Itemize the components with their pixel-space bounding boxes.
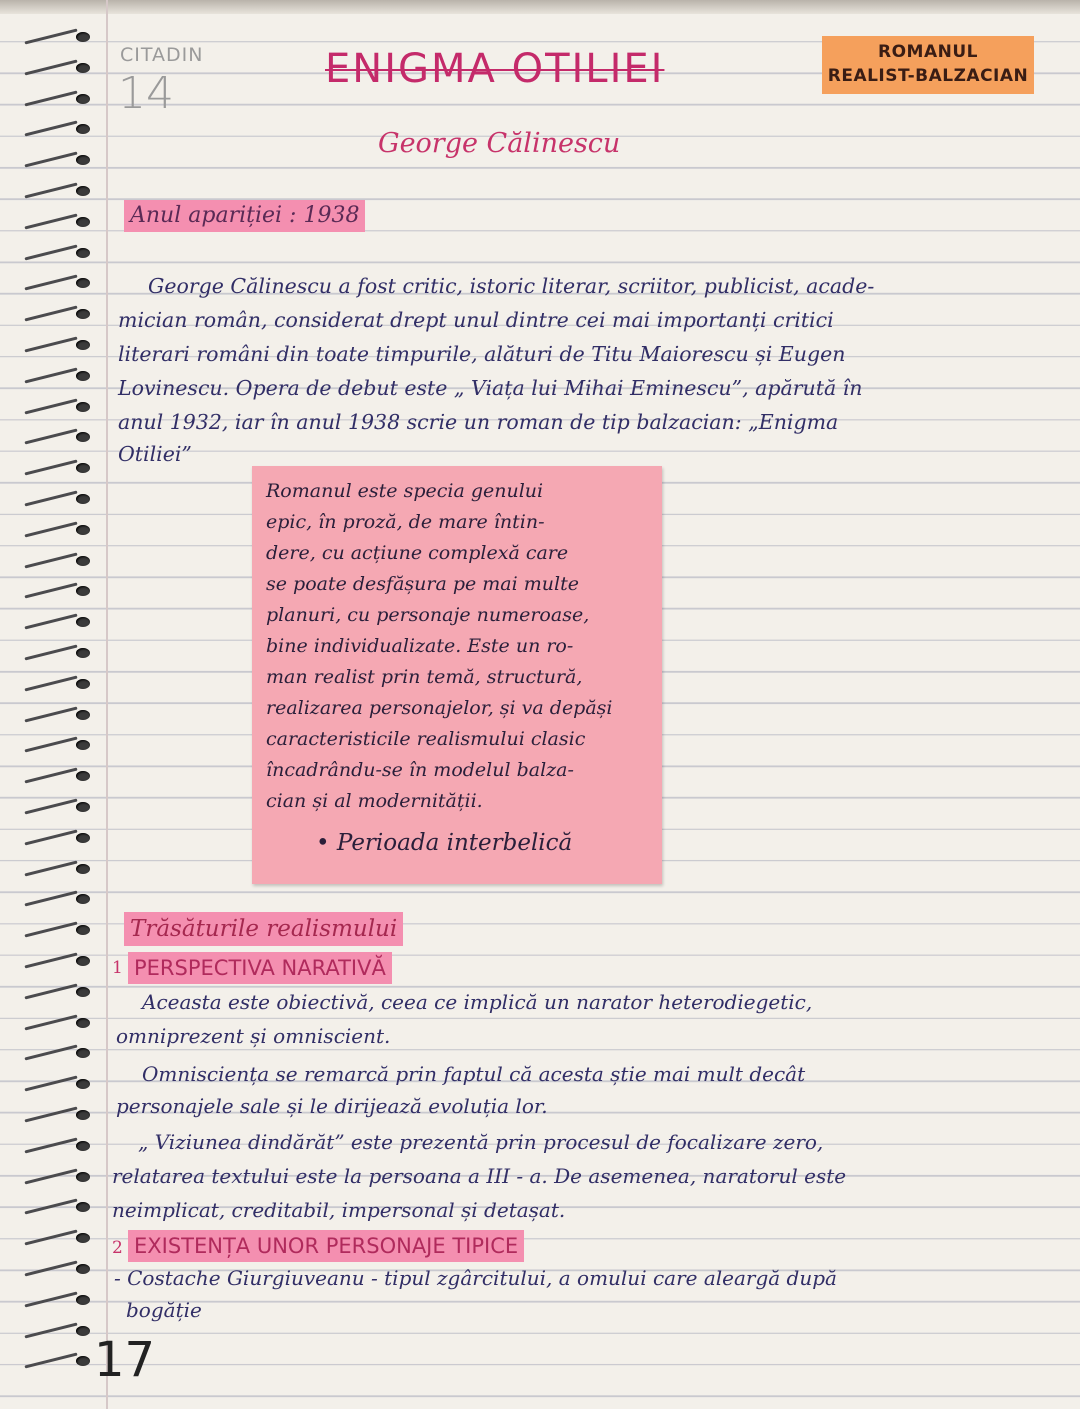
spiral-wire bbox=[24, 1322, 77, 1338]
spiral-ring bbox=[24, 738, 84, 751]
spiral-ring bbox=[24, 523, 84, 536]
sticky-line: man realist prin temă, structură, bbox=[266, 666, 583, 688]
spiral-ring bbox=[24, 646, 84, 659]
spiral-wire bbox=[24, 429, 77, 445]
spiral-ring bbox=[24, 153, 84, 166]
spiral-wire bbox=[24, 183, 77, 199]
sticky-line: cian și al modernității. bbox=[266, 790, 483, 812]
spiral-hole bbox=[76, 309, 90, 319]
spiral-wire bbox=[24, 953, 77, 969]
spiral-hole bbox=[76, 802, 90, 812]
spiral-hole bbox=[76, 679, 90, 689]
sticky-line: încadrându-se în modelul balza- bbox=[266, 759, 574, 781]
spiral-ring bbox=[24, 1354, 84, 1367]
spiral-ring bbox=[24, 923, 84, 936]
spiral-wire bbox=[24, 737, 77, 753]
spiral-hole bbox=[76, 556, 90, 566]
spiral-wire bbox=[24, 706, 77, 722]
spiral-hole bbox=[76, 494, 90, 504]
spiral-ring bbox=[24, 800, 84, 813]
spiral-ring bbox=[24, 954, 84, 967]
item2-line: bogăție bbox=[126, 1298, 202, 1322]
spiral-hole bbox=[76, 32, 90, 42]
spiral-hole bbox=[76, 894, 90, 904]
spiral-ring bbox=[24, 1231, 84, 1244]
spiral-hole bbox=[76, 925, 90, 935]
spiral-hole bbox=[76, 1110, 90, 1120]
spiral-wire bbox=[24, 491, 77, 507]
item2-number: 2 bbox=[112, 1238, 123, 1258]
spiral-wire bbox=[24, 1076, 77, 1092]
sticky-note bbox=[252, 466, 662, 884]
sticky-line: epic, în proză, de mare întin- bbox=[266, 511, 545, 533]
spiral-wire bbox=[24, 1045, 77, 1061]
spiral-hole bbox=[76, 987, 90, 997]
spiral-ring bbox=[24, 1262, 84, 1275]
spiral-wire bbox=[24, 152, 77, 168]
spiral-wire bbox=[24, 1261, 77, 1277]
item2-line: - Costache Giurgiuveanu - tipul zgârcitului, a omului care aleargă după bbox=[114, 1266, 837, 1290]
spiral-wire bbox=[24, 1137, 77, 1153]
page-top-edge bbox=[0, 0, 1080, 14]
intro-line: literari români din toate timpurile, alături de Titu Maiorescu și Eugen bbox=[118, 342, 846, 366]
spiral-wire bbox=[24, 829, 77, 845]
spiral-ring bbox=[24, 184, 84, 197]
spiral-wire bbox=[24, 337, 77, 353]
sticky-line: se poate desfășura pe mai multe bbox=[266, 573, 579, 595]
spiral-hole bbox=[76, 586, 90, 596]
spiral-ring bbox=[24, 1293, 84, 1306]
spiral-hole bbox=[76, 124, 90, 134]
spiral-wire bbox=[24, 244, 77, 260]
spiral-ring bbox=[24, 1200, 84, 1213]
spiral-hole bbox=[76, 248, 90, 258]
spiral-ring bbox=[24, 677, 84, 690]
spiral-ring bbox=[24, 369, 84, 382]
sticky-line: planuri, cu personaje numeroase, bbox=[266, 604, 590, 626]
spiral-wire bbox=[24, 367, 77, 383]
margin-line bbox=[106, 0, 108, 1409]
spiral-hole bbox=[76, 1141, 90, 1151]
spiral-wire bbox=[24, 1014, 77, 1030]
spiral-wire bbox=[24, 1199, 77, 1215]
spiral-ring bbox=[24, 276, 84, 289]
spiral-ring bbox=[24, 92, 84, 105]
spiral-hole bbox=[76, 463, 90, 473]
spiral-hole bbox=[76, 617, 90, 627]
spiral-ring bbox=[24, 1324, 84, 1337]
item1-number: 1 bbox=[112, 958, 123, 978]
spiral-ring bbox=[24, 584, 84, 597]
spiral-hole bbox=[76, 432, 90, 442]
spiral-ring bbox=[24, 30, 84, 43]
spiral-hole bbox=[76, 1202, 90, 1212]
spiral-ring bbox=[24, 1108, 84, 1121]
spiral-wire bbox=[24, 59, 77, 75]
page-number: 17 bbox=[94, 1332, 156, 1388]
spiral-hole bbox=[76, 217, 90, 227]
spiral-hole bbox=[76, 278, 90, 288]
spiral-wire bbox=[24, 614, 77, 630]
spiral-hole bbox=[76, 1048, 90, 1058]
sticky-line: caracteristicile realismului clasic bbox=[266, 728, 586, 750]
spiral-wire bbox=[24, 398, 77, 414]
spiral-wire bbox=[24, 645, 77, 661]
spiral-hole bbox=[76, 1356, 90, 1366]
sticky-line: Romanul este specia genului bbox=[266, 480, 544, 502]
spiral-wire bbox=[24, 675, 77, 691]
item1-line: neimplicat, creditabil, impersonal și detașat. bbox=[112, 1198, 566, 1222]
spiral-hole bbox=[76, 864, 90, 874]
spiral-ring bbox=[24, 554, 84, 567]
spiral-wire bbox=[24, 583, 77, 599]
item1-line: Omnisciența se remarcă prin faptul că acesta știe mai mult decât bbox=[142, 1062, 806, 1086]
spiral-wire bbox=[24, 860, 77, 876]
spiral-ring bbox=[24, 338, 84, 351]
spiral-wire bbox=[24, 29, 77, 45]
spiral-ring bbox=[24, 61, 84, 74]
spiral-wire bbox=[24, 552, 77, 568]
spiral-hole bbox=[76, 710, 90, 720]
spiral-hole bbox=[76, 94, 90, 104]
genre-tag bbox=[822, 36, 1034, 94]
spiral-hole bbox=[76, 340, 90, 350]
spiral-binding bbox=[0, 30, 100, 1390]
spiral-ring bbox=[24, 769, 84, 782]
spiral-wire bbox=[24, 1291, 77, 1307]
genre-tag-line1: ROMANUL bbox=[878, 42, 978, 62]
sticky-line: realizarea personajelor, și va depăși bbox=[266, 697, 613, 719]
spiral-wire bbox=[24, 90, 77, 106]
spiral-hole bbox=[76, 648, 90, 658]
spiral-wire bbox=[24, 1353, 77, 1369]
spiral-hole bbox=[76, 1079, 90, 1089]
spiral-hole bbox=[76, 1172, 90, 1182]
intro-line: Otiliei” bbox=[118, 442, 192, 466]
spiral-ring bbox=[24, 615, 84, 628]
spiral-wire bbox=[24, 799, 77, 815]
spiral-ring bbox=[24, 307, 84, 320]
spiral-hole bbox=[76, 402, 90, 412]
spiral-hole bbox=[76, 771, 90, 781]
spiral-hole bbox=[76, 525, 90, 535]
spiral-wire bbox=[24, 1107, 77, 1123]
spiral-hole bbox=[76, 1264, 90, 1274]
spiral-ring bbox=[24, 246, 84, 259]
spiral-ring bbox=[24, 1139, 84, 1152]
section-heading: Trăsăturile realismului bbox=[124, 912, 403, 946]
spiral-hole bbox=[76, 1326, 90, 1336]
intro-line: George Călinescu a fost critic, istoric literar, scriitor, publicist, acade- bbox=[148, 274, 875, 298]
spiral-wire bbox=[24, 121, 77, 137]
spiral-hole bbox=[76, 186, 90, 196]
spiral-ring bbox=[24, 461, 84, 474]
spiral-ring bbox=[24, 708, 84, 721]
spiral-wire bbox=[24, 1230, 77, 1246]
spiral-wire bbox=[24, 891, 77, 907]
spiral-wire bbox=[24, 213, 77, 229]
spiral-ring bbox=[24, 400, 84, 413]
author-name: George Călinescu bbox=[378, 128, 621, 159]
item1-line: Aceasta este obiectivă, ceea ce implică un narator heterodiegetic, bbox=[142, 990, 813, 1014]
spiral-ring bbox=[24, 430, 84, 443]
intro-line: Lovinescu. Opera de debut este „ Viața lui Mihai Eminescu”, apărută în bbox=[118, 376, 863, 400]
spiral-hole bbox=[76, 1295, 90, 1305]
item2-title: EXISTENȚA UNOR PERSONAJE TIPICE bbox=[128, 1230, 524, 1262]
spiral-hole bbox=[76, 1018, 90, 1028]
spiral-wire bbox=[24, 983, 77, 999]
brand-label: CITADIN bbox=[120, 44, 204, 66]
spiral-wire bbox=[24, 275, 77, 291]
spiral-ring bbox=[24, 492, 84, 505]
intro-line: anul 1932, iar în anul 1938 scrie un roman de tip balzacian: „Enigma bbox=[118, 410, 839, 434]
spiral-hole bbox=[76, 740, 90, 750]
spiral-wire bbox=[24, 922, 77, 938]
item1-line: personajele sale și le dirijează evoluția lor. bbox=[116, 1094, 548, 1118]
publication-year: Anul apariției : 1938 bbox=[124, 200, 365, 232]
spiral-hole bbox=[76, 1233, 90, 1243]
spiral-wire bbox=[24, 521, 77, 537]
spiral-ring bbox=[24, 1170, 84, 1183]
spiral-wire bbox=[24, 306, 77, 322]
sticky-line: dere, cu acțiune complexă care bbox=[266, 542, 569, 564]
intro-line: mician român, considerat drept unul dintre cei mai importanți critici bbox=[118, 308, 834, 332]
sticky-line: bine individualizate. Este un ro- bbox=[266, 635, 574, 657]
item1-line: „ Viziunea dindărăt” este prezentă prin procesul de focalizare zero, bbox=[138, 1130, 824, 1154]
spiral-ring bbox=[24, 831, 84, 844]
item1-line: omniprezent și omniscient. bbox=[116, 1024, 391, 1048]
spiral-hole bbox=[76, 371, 90, 381]
brand-number: 14 bbox=[118, 68, 174, 119]
spiral-ring bbox=[24, 1016, 84, 1029]
sticky-bullet: • Perioada interbelică bbox=[316, 830, 573, 856]
spiral-hole bbox=[76, 956, 90, 966]
page-title: ENIGMA OTILIEI bbox=[325, 46, 665, 92]
spiral-ring bbox=[24, 215, 84, 228]
spiral-ring bbox=[24, 122, 84, 135]
spiral-ring bbox=[24, 862, 84, 875]
item1-line: relatarea textului este la persoana a III - a. De asemenea, naratorul este bbox=[112, 1164, 847, 1188]
item1-title: PERSPECTIVA NARATIVĂ bbox=[128, 952, 392, 984]
spiral-ring bbox=[24, 1077, 84, 1090]
genre-tag-line2: REALIST-BALZACIAN bbox=[827, 66, 1029, 86]
spiral-hole bbox=[76, 155, 90, 165]
spiral-hole bbox=[76, 63, 90, 73]
spiral-hole bbox=[76, 833, 90, 843]
spiral-ring bbox=[24, 1046, 84, 1059]
spiral-ring bbox=[24, 892, 84, 905]
spiral-wire bbox=[24, 460, 77, 476]
spiral-ring bbox=[24, 985, 84, 998]
spiral-wire bbox=[24, 1168, 77, 1184]
spiral-wire bbox=[24, 768, 77, 784]
